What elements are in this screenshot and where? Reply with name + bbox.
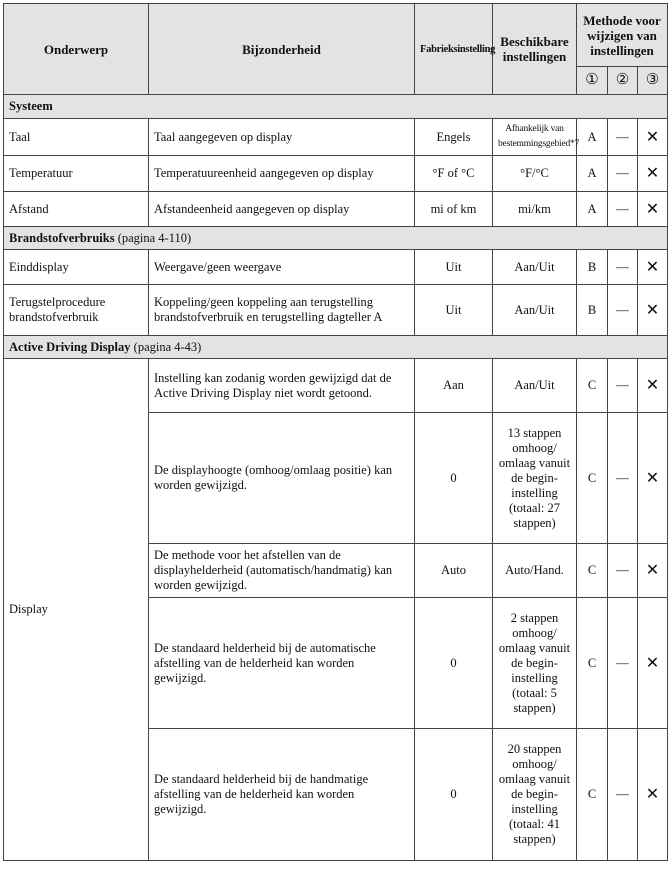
cell-fabrieksinstelling: Engels [415, 119, 493, 156]
cell-method-1: C [577, 359, 608, 413]
cell-bijzonderheid: Taal aangegeven op display [149, 119, 415, 156]
cell-fabrieksinstelling: Aan [415, 359, 493, 413]
cell-beschikbaar: Auto/Hand. [493, 544, 577, 598]
cell-method-2: — [608, 119, 638, 156]
cell-method-2: — [608, 156, 638, 192]
cell-fabrieksinstelling: 0 [415, 729, 493, 861]
cell-fabrieksinstelling: 0 [415, 413, 493, 544]
cross-mark-icon: ✕ [638, 598, 668, 729]
cell-bijzonderheid: De methode voor het afstellen van de displayhelderheid (automatisch/handmatig) kan worden gewijzigd. [149, 544, 415, 598]
cell-method-1: B [577, 285, 608, 336]
cell-beschikbaar: Afhankelijk van bestemmingsgebied*7 [493, 119, 577, 156]
cell-method-1: A [577, 119, 608, 156]
cell-beschikbaar: 2 stappen omhoog/ omlaag vanuit de begin- instelling (totaal: 5 stappen) [493, 598, 577, 729]
table-row [4, 359, 668, 413]
cell-onderwerp: Temperatuur [4, 156, 149, 192]
cell-onderwerp: Terugstelprocedure brandstofverbruik [4, 285, 149, 336]
cell-beschikbaar: °F/°C [493, 156, 577, 192]
header-fabrieksinstelling: Fabrieksinstelling [415, 4, 493, 95]
cell-fabrieksinstelling: °F of °C [415, 156, 493, 192]
cross-mark-icon: ✕ [638, 250, 668, 285]
header-methode: Methode voor wijzigen van instellingen [577, 4, 668, 67]
cell-bijzonderheid: Afstandeenheid aangegeven op display [149, 192, 415, 227]
section-page-ref: (pagina 4-110) [117, 230, 192, 245]
section-title-active-driving-display [4, 336, 668, 359]
cell-method-1: A [577, 156, 608, 192]
cell-onderwerp-display: Display [4, 359, 149, 861]
section-title: Brandstofverbruiks [9, 230, 115, 245]
cell-method-1: C [577, 413, 608, 544]
cell-method-2: — [608, 729, 638, 861]
cross-mark-icon: ✕ [638, 192, 668, 227]
cross-mark-icon: ✕ [638, 359, 668, 413]
cell-method-2: — [608, 192, 638, 227]
cell-bijzonderheid: De displayhoogte (omhoog/omlaag positie) kan worden gewijzigd. [149, 413, 415, 544]
header-method-3: ③ [638, 67, 668, 95]
cell-beschikbaar: Aan/Uit [493, 285, 577, 336]
section-row [4, 336, 668, 359]
cell-method-2: — [608, 359, 638, 413]
header-method-1: ① [577, 67, 608, 95]
cell-bijzonderheid: Temperatuureenheid aangegeven op display [149, 156, 415, 192]
cross-mark-icon: ✕ [638, 119, 668, 156]
cross-mark-icon: ✕ [638, 285, 668, 336]
cell-beschikbaar: 20 stappen omhoog/ omlaag vanuit de begin- instelling (totaal: 41 stappen) [493, 729, 577, 861]
section-title-brandstofverbruiks [4, 227, 668, 250]
cross-mark-icon: ✕ [638, 413, 668, 544]
cell-method-2: — [608, 250, 638, 285]
cross-mark-icon: ✕ [638, 729, 668, 861]
cell-bijzonderheid: Weergave/geen weergave [149, 250, 415, 285]
cell-onderwerp: Einddisplay [4, 250, 149, 285]
cell-bijzonderheid: Koppeling/geen koppeling aan terugstelling brandstofverbruik en terugstelling dagteller A [149, 285, 415, 336]
cell-onderwerp: Taal [4, 119, 149, 156]
section-page-ref: (pagina 4-43) [133, 339, 202, 354]
cell-bijzonderheid: De standaard helderheid bij de automatische afstelling van de helderheid kan worden gewijzigd. [149, 598, 415, 729]
cell-beschikbaar: Aan/Uit [493, 359, 577, 413]
settings-table [3, 3, 668, 861]
cell-fabrieksinstelling: mi of km [415, 192, 493, 227]
cell-fabrieksinstelling: Auto [415, 544, 493, 598]
section-title-systeem: Systeem [4, 95, 668, 119]
cell-method-1: B [577, 250, 608, 285]
section-row [4, 95, 668, 119]
cell-beschikbaar: 13 stappen omhoog/ omlaag vanuit de begin- instelling (totaal: 27 stappen) [493, 413, 577, 544]
table-row [4, 156, 668, 192]
cell-method-2: — [608, 544, 638, 598]
table-row [4, 119, 668, 156]
section-title: Active Driving Display [9, 339, 131, 354]
cross-mark-icon: ✕ [638, 156, 668, 192]
header-bijzonderheid: Bijzonderheid [149, 4, 415, 95]
cell-method-2: — [608, 413, 638, 544]
cell-fabrieksinstelling: Uit [415, 250, 493, 285]
header-beschikbare-instellingen: Beschikbare instellingen [493, 4, 577, 95]
cell-beschikbaar: Aan/Uit [493, 250, 577, 285]
cell-onderwerp: Afstand [4, 192, 149, 227]
cell-fabrieksinstelling: 0 [415, 598, 493, 729]
header-method-2: ② [608, 67, 638, 95]
cell-method-1: C [577, 544, 608, 598]
table-row [4, 192, 668, 227]
cell-fabrieksinstelling: Uit [415, 285, 493, 336]
cell-beschikbaar: mi/km [493, 192, 577, 227]
cell-method-1: C [577, 598, 608, 729]
cell-bijzonderheid: De standaard helderheid bij de handmatige afstelling van de helderheid kan worden gewijzigd. [149, 729, 415, 861]
header-onderwerp: Onderwerp [4, 4, 149, 95]
cell-method-2: — [608, 285, 638, 336]
cross-mark-icon: ✕ [638, 544, 668, 598]
section-row [4, 227, 668, 250]
cell-method-1: A [577, 192, 608, 227]
cell-method-2: — [608, 598, 638, 729]
cell-method-1: C [577, 729, 608, 861]
table-row [4, 250, 668, 285]
cell-bijzonderheid: Instelling kan zodanig worden gewijzigd dat de Active Driving Display niet wordt getoond. [149, 359, 415, 413]
table-row [4, 285, 668, 336]
